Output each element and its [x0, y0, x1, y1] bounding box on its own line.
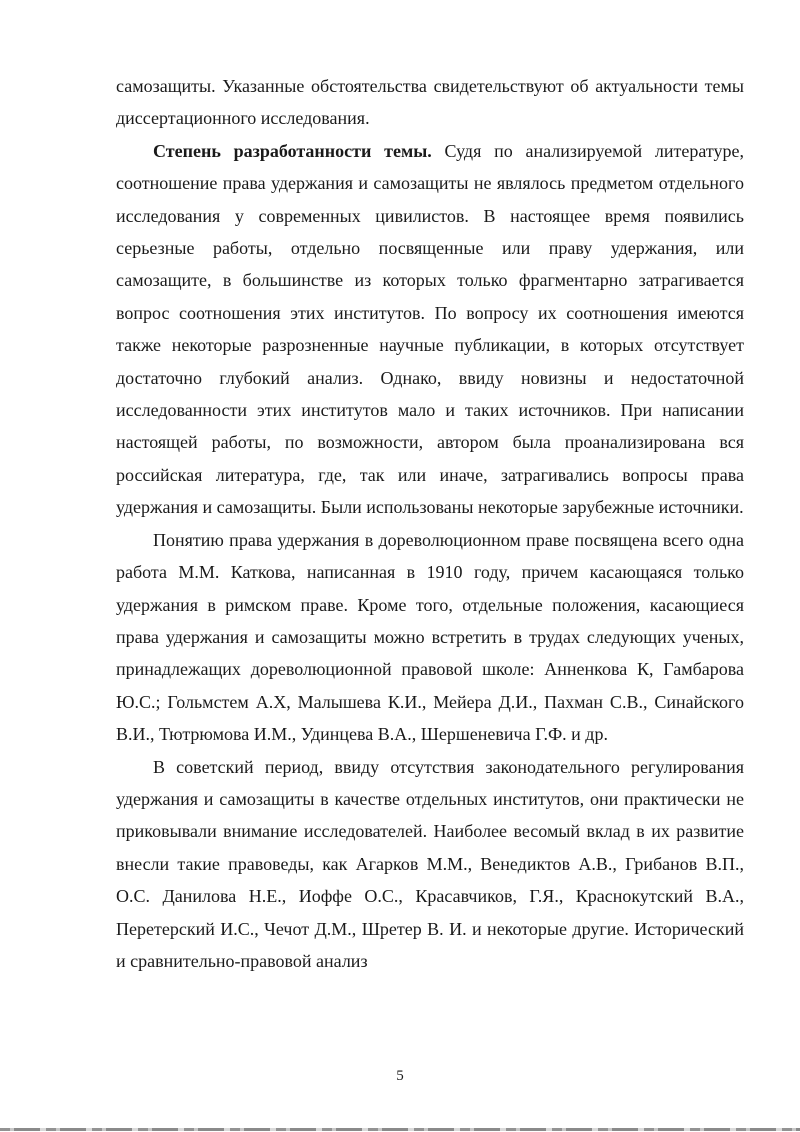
paragraph-3: [116, 524, 744, 751]
paragraph-3-text: Понятию права удержания в дореволюционном праве посвящена всего одна работа М.М. Каткова, написанная в 1910 году, причем касающаяся только удержания в римском праве. Кроме того, отдельные положения, касающиеся права удержания и самозащиты можно встретить в трудах следующих ученых, принадлежащих дореволюционной правовой школе: Анненкова К, Гамбарова Ю.С.; Гольмстем А.Х, Малышева К.И., Мейера Д.И., Пахман С.В., Синайского В.И., Тютрюмова И.М., Удинцева В.А., Шершеневича Г.Ф. и др.: [116, 529, 744, 745]
paragraph-1: [116, 70, 744, 135]
paragraph-1-text: самозащиты. Указанные обстоятельства свидетельствуют об актуальности темы диссертационного исследования.: [116, 76, 744, 129]
paragraph-2: [116, 135, 744, 524]
paragraph-2-text: Судя по анализируемой литературе, соотношение права удержания и самозащиты не являлось предметом отдельного исследования у современных цивилистов. В настоящее время появились серьезные работы, отдельно посвященные или праву удержания, или самозащите, в большинстве из которых только фрагментарно затрагивается вопрос соотношения этих институтов. По вопросу их соотношения имеются также некоторые разрозненные научные публикации, в которых отсутствует достаточно глубокий анализ. Однако, ввиду новизны и недостаточной исследованности этих институтов мало и таких источников. При написании настоящей работы, по возможности, автором была проанализирована вся российская литература, где, так или иначе, затрагивались вопросы права удержания и самозащиты. Были использованы некоторые зарубежные источники.: [116, 140, 744, 518]
section-heading-inline: Степень разработанности темы.: [153, 140, 432, 161]
scan-artifact-divider: [0, 1128, 800, 1131]
body-text: [116, 70, 744, 977]
page-number: 5: [396, 1068, 404, 1084]
paragraph-4-text: В советский период, ввиду отсутствия законодательного регулирования удержания и самозащиты в качестве отдельных институтов, они практически не приковывали внимание исследователей. Наиболее весомый вклад в их развитие внесли такие правоведы, как Агарков М.М., Венедиктов А.В., Грибанов В.П., О.С. Данилова Н.Е., Иоффе О.С., Красавчиков, Г.Я., Краснокутский В.А., Перетерский И.С., Чечот Д.М., Шретер В. И. и некоторые другие. Исторический и сравнительно-правовой анализ: [116, 756, 744, 971]
paragraph-4: [116, 751, 744, 978]
